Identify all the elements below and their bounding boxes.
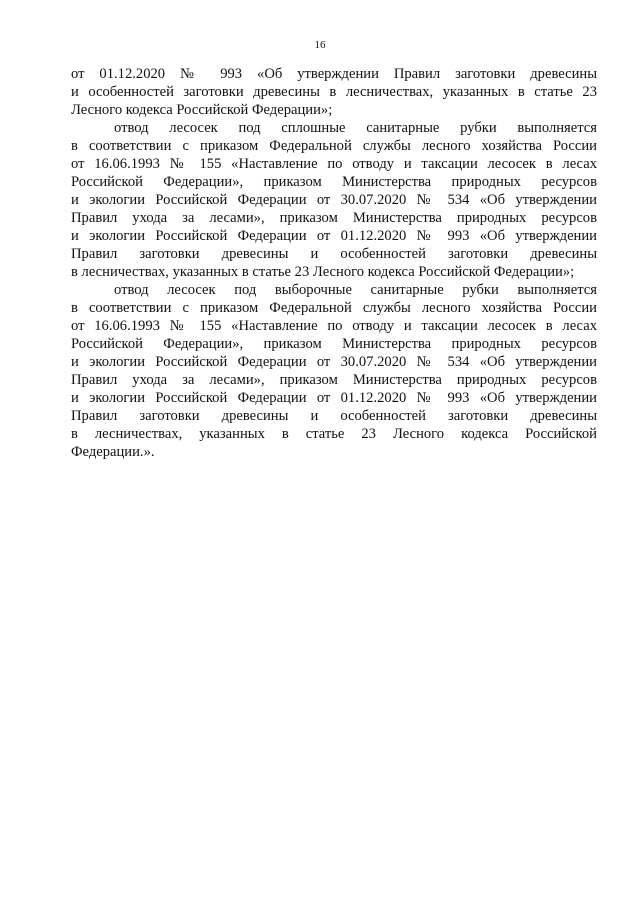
- text-line: в лесничествах, указанных в статье 23 Лесного кодекса Российской: [71, 426, 597, 442]
- text-line: в соответствии с приказом Федеральной службы лесного хозяйства России: [71, 300, 597, 316]
- text-line: Федерации.».: [71, 444, 155, 460]
- page-number: 16: [314, 39, 326, 51]
- text-line: Лесного кодекса Российской Федерации»;: [71, 102, 333, 118]
- text-line: Российской Федерации», приказом Министерства природных ресурсов: [71, 174, 597, 190]
- text-line: и экологии Российской Федерации от 01.12.2020 № 993 «Об утверждении: [71, 228, 597, 244]
- text-line: и экологии Российской Федерации от 30.07.2020 № 534 «Об утверждении: [71, 354, 597, 370]
- text-line: Российской Федерации», приказом Министерства природных ресурсов: [71, 336, 597, 352]
- text-line: от 16.06.1993 № 155 «Наставление по отводу и таксации лесосек в лесах: [71, 318, 597, 334]
- text-line: Правил ухода за лесами», приказом Министерства природных ресурсов: [71, 372, 597, 388]
- text-line: в соответствии с приказом Федеральной службы лесного хозяйства России: [71, 138, 597, 154]
- text-line: Правил заготовки древесины и особенностей заготовки древесины: [71, 246, 597, 262]
- text-line: отвод лесосек под выборочные санитарные рубки выполняется: [114, 282, 597, 298]
- text-line: от 01.12.2020 № 993 «Об утверждении Правил заготовки древесины: [71, 66, 597, 82]
- text-line: от 16.06.1993 № 155 «Наставление по отводу и таксации лесосек в лесах: [71, 156, 597, 172]
- text-line: и особенностей заготовки древесины в лесничествах, указанных в статье 23: [71, 84, 597, 100]
- text-line: Правил ухода за лесами», приказом Министерства природных ресурсов: [71, 210, 597, 226]
- text-line: и экологии Российской Федерации от 01.12.2020 № 993 «Об утверждении: [71, 390, 597, 406]
- document-body: [71, 65, 597, 461]
- text-line: и экологии Российской Федерации от 30.07.2020 № 534 «Об утверждении: [71, 192, 597, 208]
- text-line: отвод лесосек под сплошные санитарные рубки выполняется: [114, 120, 597, 136]
- text-line: в лесничествах, указанных в статье 23 Лесного кодекса Российской Федерации»;: [71, 264, 575, 280]
- text-line: Правил заготовки древесины и особенностей заготовки древесины: [71, 408, 597, 424]
